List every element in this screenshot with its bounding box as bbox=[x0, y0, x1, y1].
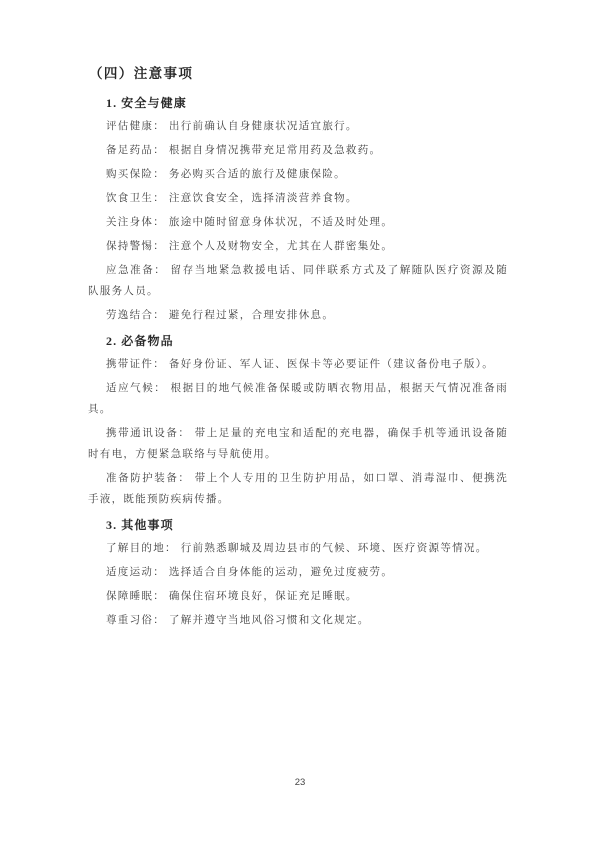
list-item: 购买保险： 务必购买合适的旅行及健康保险。 bbox=[106, 169, 346, 180]
subsection-essential-items bbox=[88, 332, 508, 510]
subsection-other-matters bbox=[88, 516, 508, 631]
page-content bbox=[88, 64, 508, 634]
subsection-safety-health bbox=[88, 94, 508, 326]
list-item: 适应气候： 根据目的地气候准备保暖或防晒衣物用品，根据天气情况准备雨具。 bbox=[88, 383, 508, 415]
page-number: 23 bbox=[294, 777, 306, 788]
list-item: 应急准备： 留存当地紧急救援电话、同伴联系方式及了解随队医疗资源及随队服务人员。 bbox=[88, 265, 508, 297]
list-item: 尊重习俗： 了解并遵守当地风俗习惯和文化规定。 bbox=[106, 615, 370, 626]
subsection-heading: 3. 其他事项 bbox=[106, 518, 174, 532]
list-item: 评估健康： 出行前确认自身健康状况适宜旅行。 bbox=[106, 121, 358, 132]
list-item: 饮食卫生： 注意饮食安全，选择清淡营养食物。 bbox=[106, 193, 358, 204]
list-item: 劳逸结合： 避免行程过紧，合理安排休息。 bbox=[106, 310, 335, 321]
subsection-heading: 1. 安全与健康 bbox=[106, 96, 187, 110]
list-item: 备足药品： 根据自身情况携带充足常用药及急救药。 bbox=[106, 145, 382, 156]
list-item: 准备防护装备： 带上个人专用的卫生防护用品，如口罩、消毒湿巾、便携洗手液，既能预防疾病传播。 bbox=[88, 473, 508, 505]
list-item: 保障睡眠： 确保住宿环境良好，保证充足睡眠。 bbox=[106, 591, 358, 602]
list-item: 适度运动： 选择适合自身体能的运动，避免过度疲劳。 bbox=[106, 567, 394, 578]
section-heading: （四）注意事项 bbox=[89, 66, 194, 81]
list-item: 保持警惕： 注意个人及财物安全，尤其在人群密集处。 bbox=[106, 241, 394, 252]
subsection-heading: 2. 必备物品 bbox=[106, 334, 174, 348]
list-item: 携带证件： 备好身份证、军人证、医保卡等必要证件（建议备份电子版）。 bbox=[106, 359, 495, 370]
list-item: 携带通讯设备： 带上足量的充电宝和适配的充电器，确保手机等通讯设备随时有电，方便紧急联络与导航使用。 bbox=[88, 428, 508, 460]
list-item: 关注身体： 旅途中随时留意身体状况，不适及时处理。 bbox=[106, 217, 394, 228]
list-item: 了解目的地： 行前熟悉聊城及周边县市的气候、环境、医疗资源等情况。 bbox=[106, 543, 488, 554]
